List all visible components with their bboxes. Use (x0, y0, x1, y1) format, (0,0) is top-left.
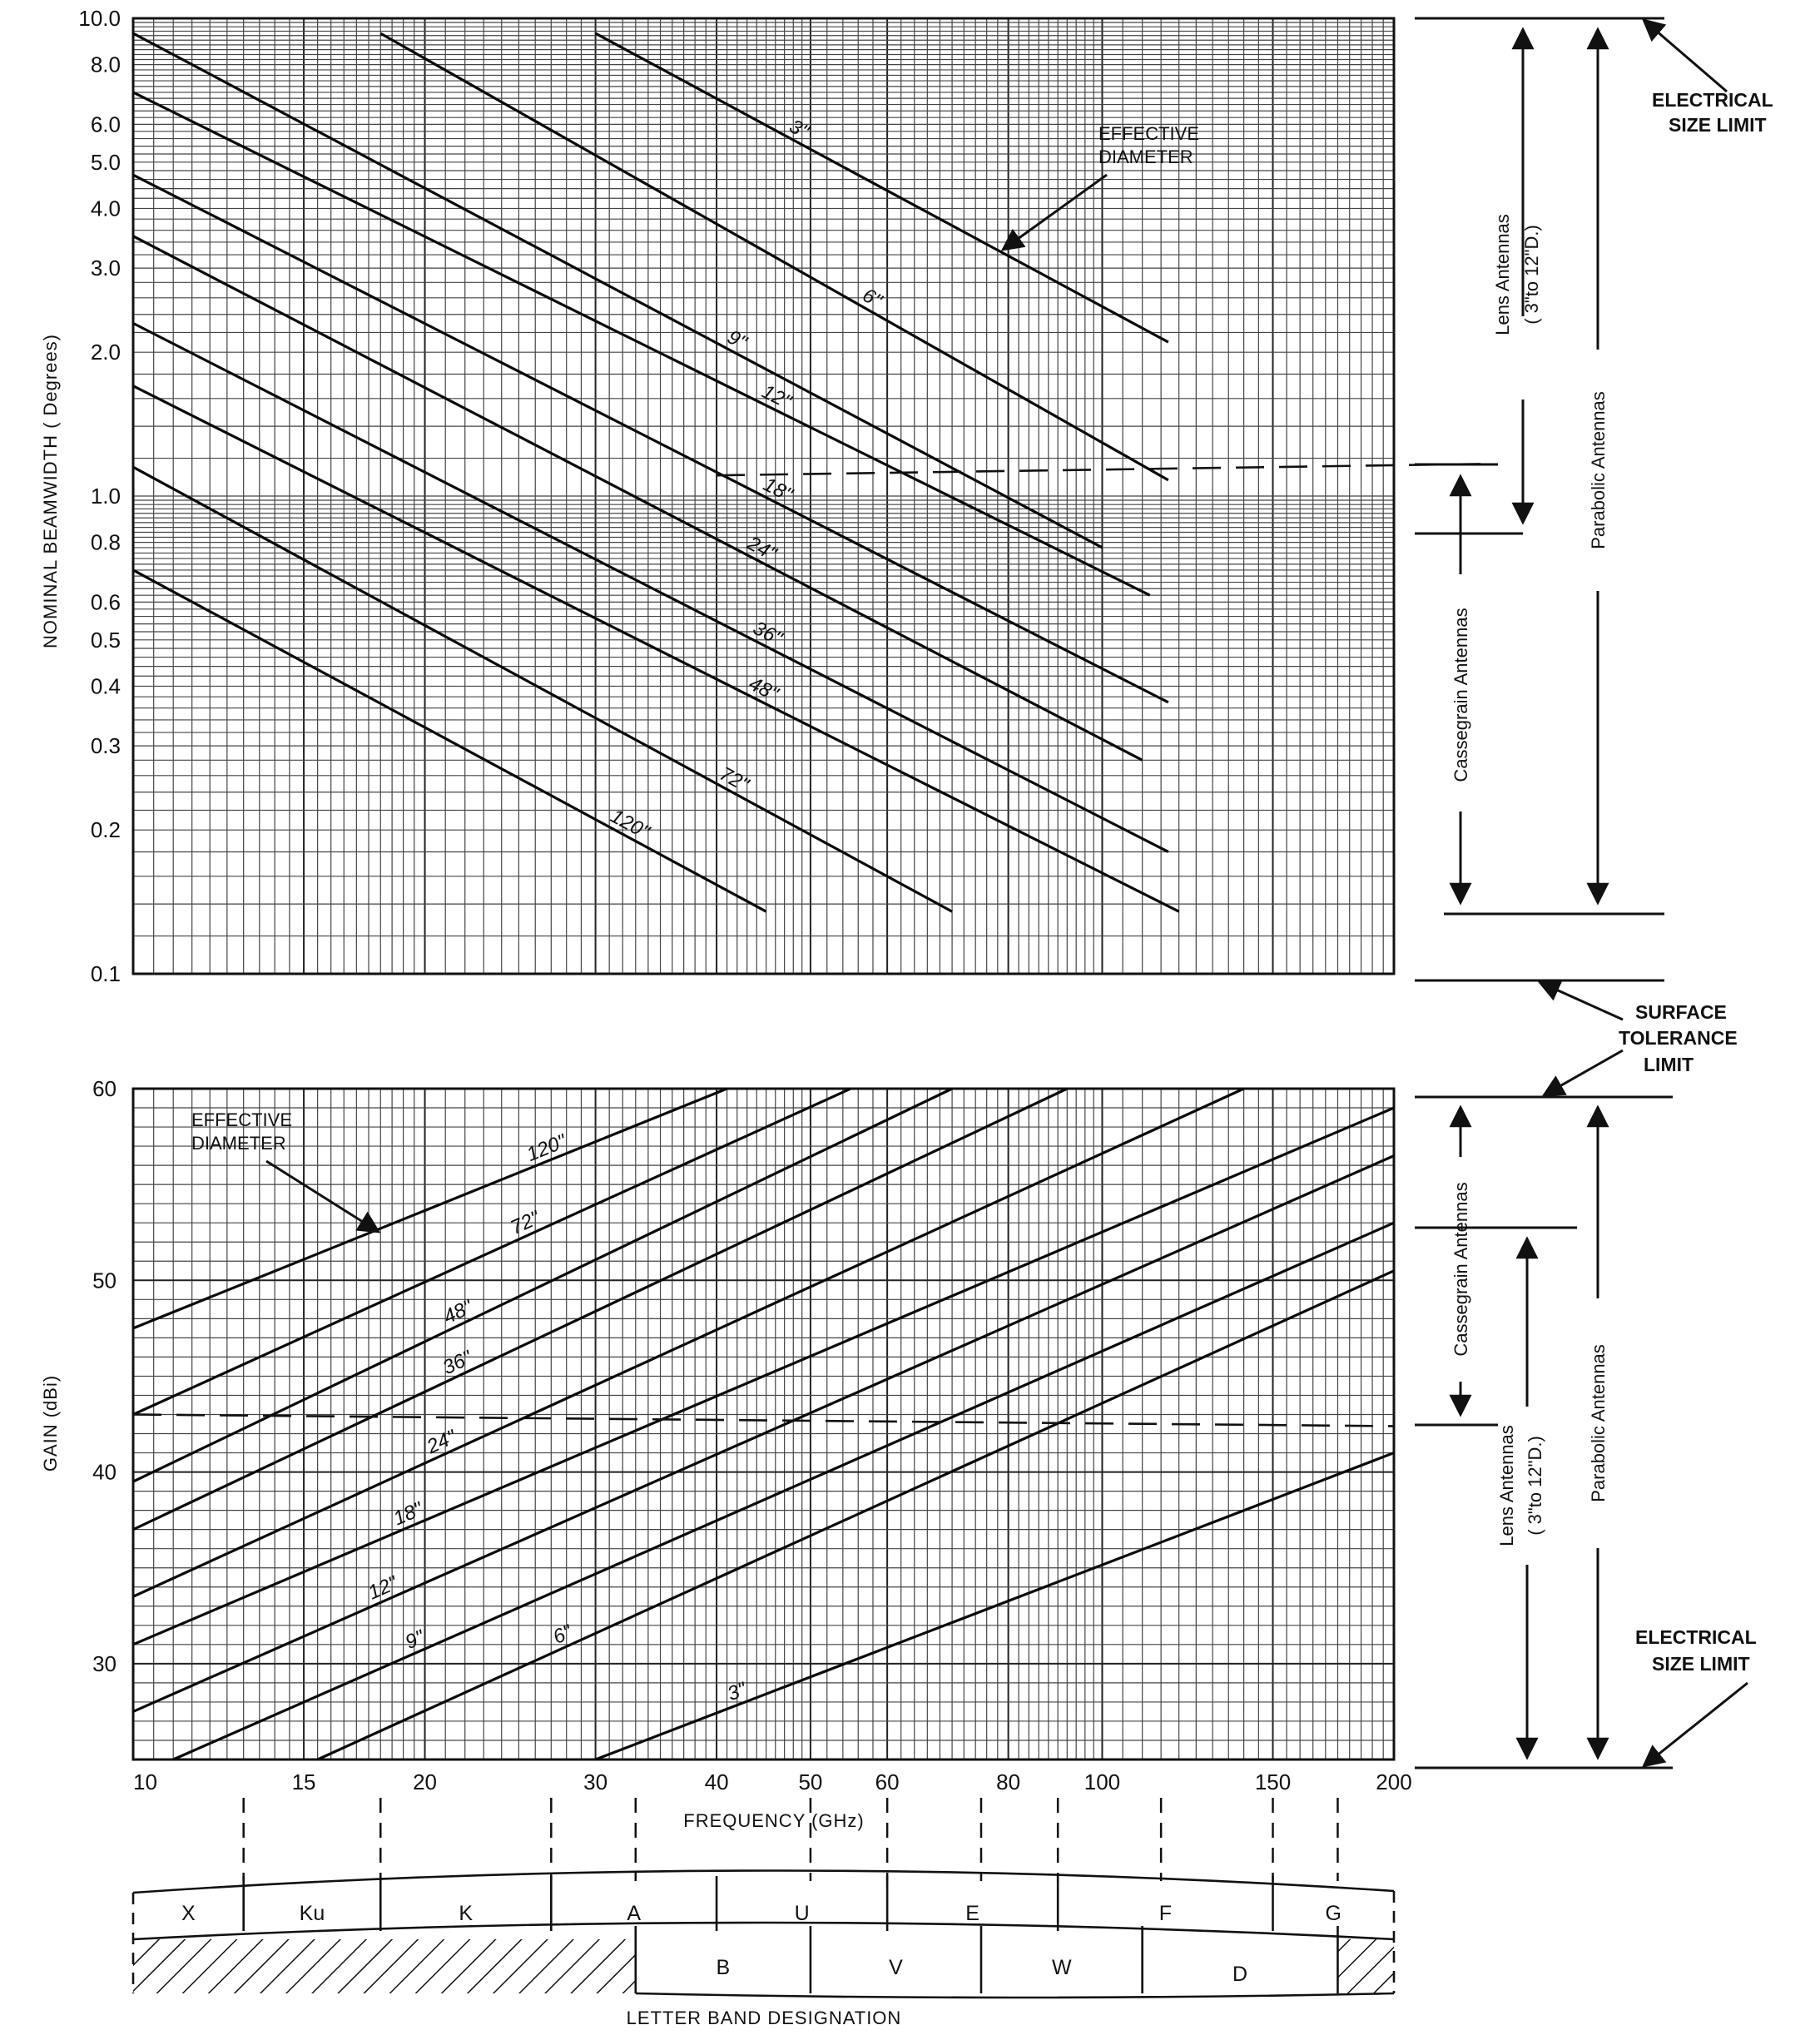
frequency-x-ticks (133, 1769, 1412, 1794)
gain-series (133, 1089, 1394, 1760)
gain-series-label: 12" (364, 1571, 401, 1605)
letter-band-title: LETTER BAND DESIGNATION (626, 2008, 902, 2028)
gain-tick-label: 50 (92, 1268, 117, 1293)
beamwidth-tick-label: 1.0 (90, 484, 121, 509)
band-upper-label: G (1325, 1902, 1341, 1925)
gain-series-labels (364, 1129, 751, 1705)
beamwidth-series-label: 24" (743, 532, 781, 566)
beamwidth-tick-label: 10.0 (78, 6, 121, 31)
frequency-tick-label: 15 (291, 1769, 316, 1794)
gain-series-label: 120" (523, 1129, 570, 1167)
beamwidth-tick-label: 0.1 (90, 961, 121, 986)
parabolic-antennas-label-top: Parabolic Antennas (1588, 391, 1609, 549)
beamwidth-series-label: 12" (758, 380, 795, 414)
frequency-tick-label: 60 (875, 1769, 900, 1794)
beamwidth-series-label: 72" (716, 762, 752, 797)
svg-text:SIZE LIMIT: SIZE LIMIT (1652, 1653, 1750, 1675)
frequency-tick-label: 40 (704, 1769, 729, 1794)
band-lower-label: D (1232, 1963, 1248, 1986)
band-lower-label: W (1052, 1956, 1072, 1979)
hatched-region-left (133, 1939, 636, 1993)
beamwidth-legend-caption-line2: DIAMETER (1098, 146, 1193, 167)
beamwidth-series-label: 6" (858, 284, 886, 313)
frequency-tick-label: 50 (798, 1769, 823, 1794)
beamwidth-tick-label: 5.0 (90, 149, 121, 175)
beamwidth-tick-label: 0.6 (90, 589, 121, 615)
gain-tick-label: 30 (92, 1650, 117, 1676)
cassegrain-antennas-label-top: Cassegrain Antennas (1451, 608, 1471, 782)
beamwidth-series-line (133, 175, 1168, 702)
band-upper-label: U (794, 1902, 810, 1925)
frequency-tick-label: 10 (133, 1769, 157, 1794)
band-bottom-border (636, 1993, 1394, 1998)
lens-range-label-top: ( 3"to 12"D.) (1521, 225, 1542, 325)
gain-y-ticks (92, 1076, 117, 1676)
band-lower-label: B (716, 1956, 731, 1979)
beamwidth-tick-label: 0.5 (90, 627, 121, 653)
beamwidth-legend-caption-line1: EFFECTIVE (1098, 123, 1200, 144)
frequency-tick-label: 100 (1084, 1769, 1121, 1794)
beamwidth-tick-label: 8.0 (90, 52, 121, 77)
band-top-border (133, 1870, 1394, 1893)
gain-tick-label: 40 (92, 1459, 117, 1485)
svg-text:SIZE LIMIT: SIZE LIMIT (1669, 114, 1767, 136)
beamwidth-tick-label: 2.0 (90, 340, 121, 365)
band-upper-label: Ku (299, 1902, 325, 1925)
parabolic-antennas-label-bottom: Parabolic Antennas (1588, 1344, 1609, 1502)
gain-legend-caption-line1: EFFECTIVE (191, 1109, 293, 1130)
beamwidth-tick-label: 6.0 (90, 112, 121, 137)
lens-antennas-label-bottom: Lens Antennas (1496, 1425, 1517, 1546)
beamwidth-tick-label: 0.4 (90, 673, 121, 699)
electrical-size-limit-top (1652, 89, 1773, 136)
svg-text:ELECTRICAL: ELECTRICAL (1652, 89, 1773, 111)
beamwidth-tick-label: 0.3 (90, 733, 121, 759)
beamwidth-series (133, 33, 1494, 911)
beamwidth-series-label: 36" (749, 617, 786, 651)
beamwidth-series-line (133, 570, 766, 911)
svg-text:TOLERANCE: TOLERANCE (1619, 1027, 1738, 1049)
gain-series-label: 48" (439, 1295, 477, 1329)
lens-range-label-bottom: ( 3"to 12"D.) (1525, 1436, 1545, 1536)
lens-cassegrain-boundary (717, 464, 1494, 475)
band-upper-label: A (627, 1902, 642, 1925)
beamwidth-tick-label: 4.0 (90, 196, 121, 221)
gain-series-label: 9" (402, 1626, 429, 1654)
beamwidth-tick-label: 3.0 (90, 256, 121, 281)
beamwidth-tick-label: 0.8 (90, 529, 121, 555)
gain-series-label: 72" (507, 1206, 543, 1239)
beamwidth-series-label: 9" (723, 325, 751, 355)
frequency-tick-label: 80 (996, 1769, 1021, 1794)
lens-antennas-label-top: Lens Antennas (1492, 214, 1513, 335)
surface-tolerance-limit (1619, 1001, 1738, 1075)
frequency-tick-label: 30 (583, 1769, 608, 1794)
gain-series-label: 6" (549, 1621, 576, 1649)
gain-series-label: 18" (389, 1497, 426, 1531)
beamwidth-y-ticks (78, 6, 121, 986)
cassegrain-antennas-label-bottom: Cassegrain Antennas (1451, 1182, 1471, 1357)
right-annotations (1415, 18, 1748, 1768)
svg-text:ELECTRICAL: ELECTRICAL (1635, 1626, 1757, 1648)
electrical-size-limit-bottom (1635, 1626, 1757, 1675)
beamwidth-series-line (380, 33, 1168, 480)
beamwidth-series-label: 48" (745, 672, 782, 706)
gain-legend-caption-line2: DIAMETER (191, 1133, 286, 1154)
gain-tick-label: 60 (92, 1076, 117, 1101)
beamwidth-series-label: 18" (759, 473, 796, 507)
band-upper-label: E (965, 1902, 979, 1925)
beamwidth-tick-label: 0.2 (90, 817, 121, 843)
frequency-axis-title: FREQUENCY (GHz) (683, 1810, 865, 1831)
beamwidth-series-line (133, 323, 1168, 851)
letter-band-table (133, 1870, 1394, 1998)
beamwidth-series-label: 120" (607, 804, 653, 844)
beamwidth-series-label: 3" (786, 115, 813, 144)
gain-series-label: 36" (439, 1346, 476, 1380)
frequency-tick-label: 200 (1376, 1769, 1412, 1794)
frequency-tick-label: 150 (1254, 1769, 1292, 1794)
hatched-region-right (1337, 1939, 1394, 1993)
gain-series-label: 3" (724, 1678, 750, 1706)
band-lower-label: V (889, 1956, 903, 1979)
band-upper-label: K (459, 1902, 474, 1925)
band-upper-label: X (181, 1902, 196, 1925)
band-mid-border (133, 1923, 1394, 1939)
gain-series-label: 24" (423, 1425, 460, 1459)
gain-legend-arrow (266, 1161, 379, 1232)
lens-cassegrain-boundary (133, 1414, 1394, 1426)
gain-y-axis-title: GAIN (dBi) (40, 1374, 61, 1472)
band-upper-label: F (1158, 1902, 1172, 1925)
svg-text:LIMIT: LIMIT (1644, 1054, 1694, 1075)
beamwidth-y-axis-title: NOMINAL BEAMWIDTH ( Degrees) (40, 333, 61, 649)
svg-text:SURFACE: SURFACE (1635, 1001, 1727, 1023)
frequency-tick-label: 20 (413, 1769, 437, 1794)
